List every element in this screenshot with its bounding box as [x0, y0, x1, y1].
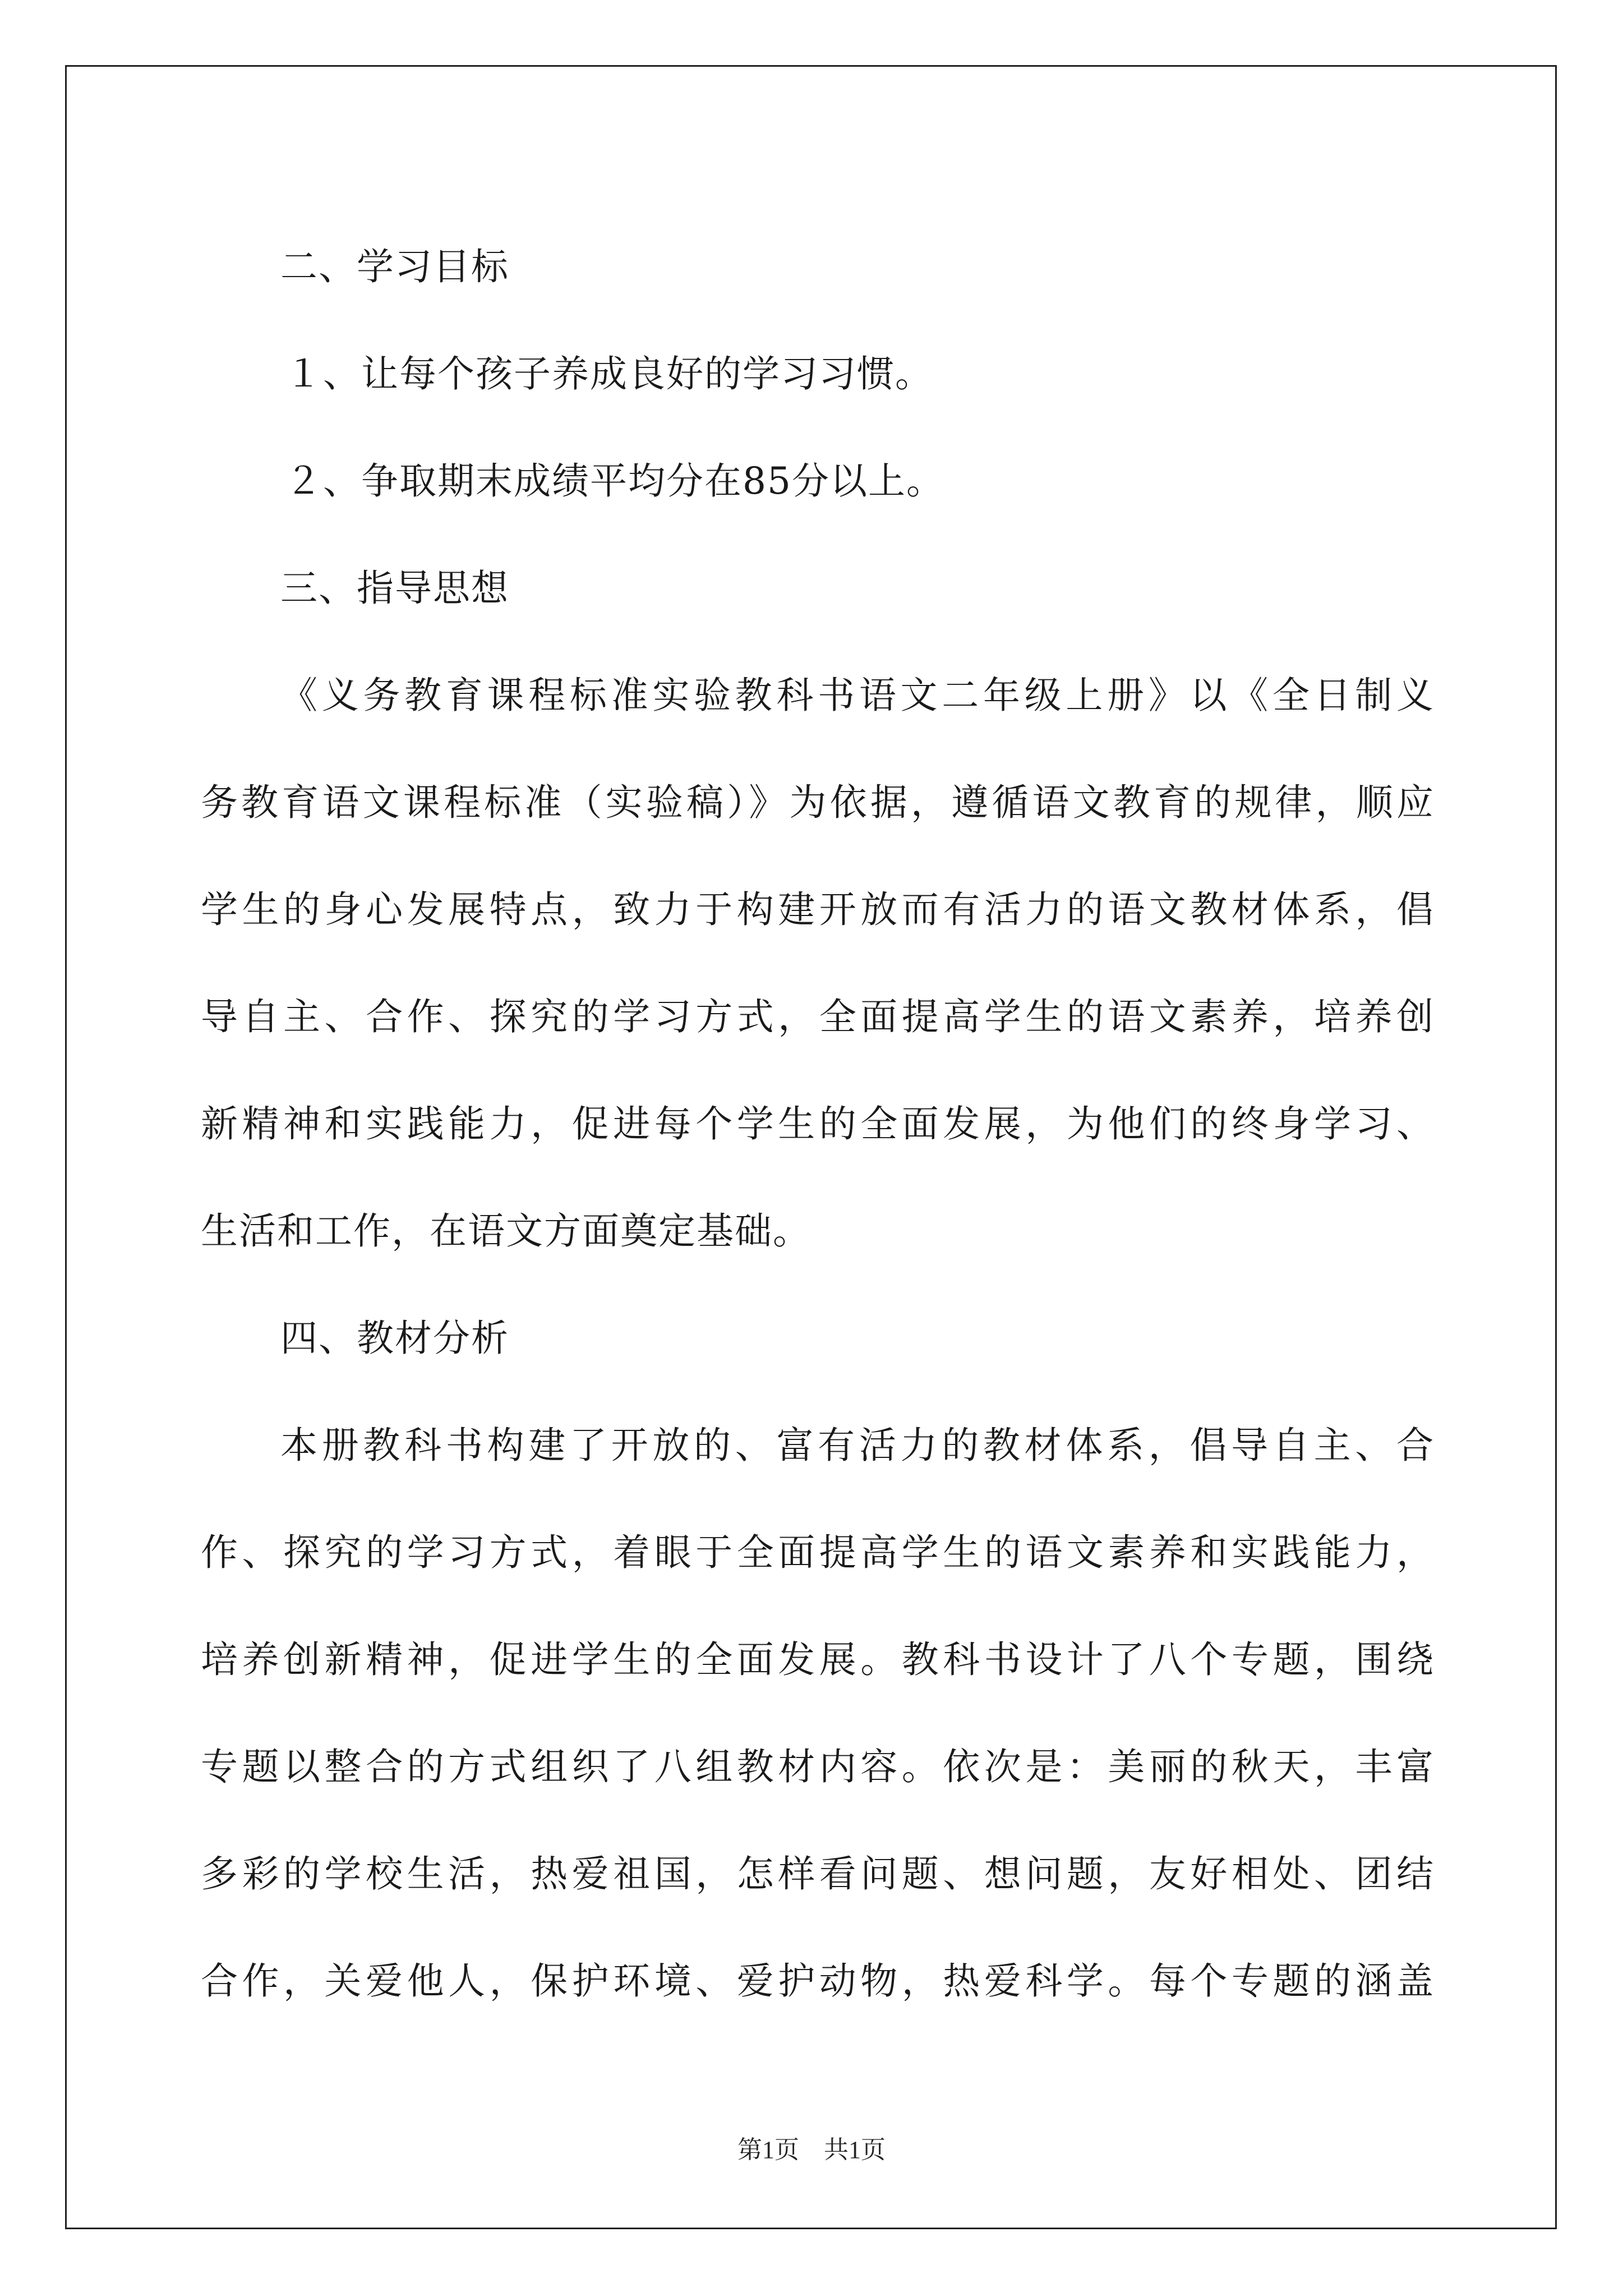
paragraph-line: 导自主、合作、探究的学习方式，全面提高学生的语文素养，培养创: [201, 995, 1435, 1038]
list-item: １、让每个孩子养成良好的学习习惯。: [285, 352, 933, 395]
paragraph-line: 专题以整合的方式组织了八组教材内容。依次是：美丽的秋天，丰富: [201, 1745, 1435, 1788]
paragraph-line: 作、探究的学习方式，着眼于全面提高学生的语文素养和实践能力，: [201, 1531, 1435, 1574]
paragraph-line: 多彩的学校生活，热爱祖国，怎样看问题、想问题，友好相处、团结: [201, 1852, 1435, 1895]
page-footer: 第1页 共1页: [737, 2136, 886, 2164]
paragraph-line: 学生的身心发展特点，致力于构建开放而有活力的语文教材体系，倡: [201, 888, 1435, 931]
paragraph-line: 生活和工作，在语文方面奠定基础。: [201, 1209, 811, 1253]
paragraph-line: 本册教科书构建了开放的、富有活力的教材体系，倡导自主、合: [280, 1424, 1435, 1467]
paragraph-line: 培养创新精神，促进学生的全面发展。教科书设计了八个专题，围绕: [201, 1638, 1435, 1681]
section-heading-textbook-analysis: 四、教材分析: [280, 1317, 509, 1360]
document-body: [201, 213, 1435, 2035]
list-item: ２、争取期末成绩平均分在85分以上。: [285, 459, 944, 503]
paragraph-line: 合作，关爱他人，保护环境、爱护动物，热爱科学。每个专题的涵盖: [201, 1959, 1435, 2003]
paragraph-line: 《义务教育课程标准实验教科书语文二年级上册》以《全日制义: [280, 674, 1435, 717]
section-heading-guiding-ideology: 三、指导思想: [280, 567, 509, 610]
paragraph-line: 务教育语文课程标准（实验稿）》为依据，遵循语文教育的规律，顺应: [201, 781, 1435, 824]
paragraph-line: 新精神和实践能力，促进每个学生的全面发展，为他们的终身学习、: [201, 1102, 1435, 1145]
section-heading-goals: 二、学习目标: [280, 245, 509, 288]
